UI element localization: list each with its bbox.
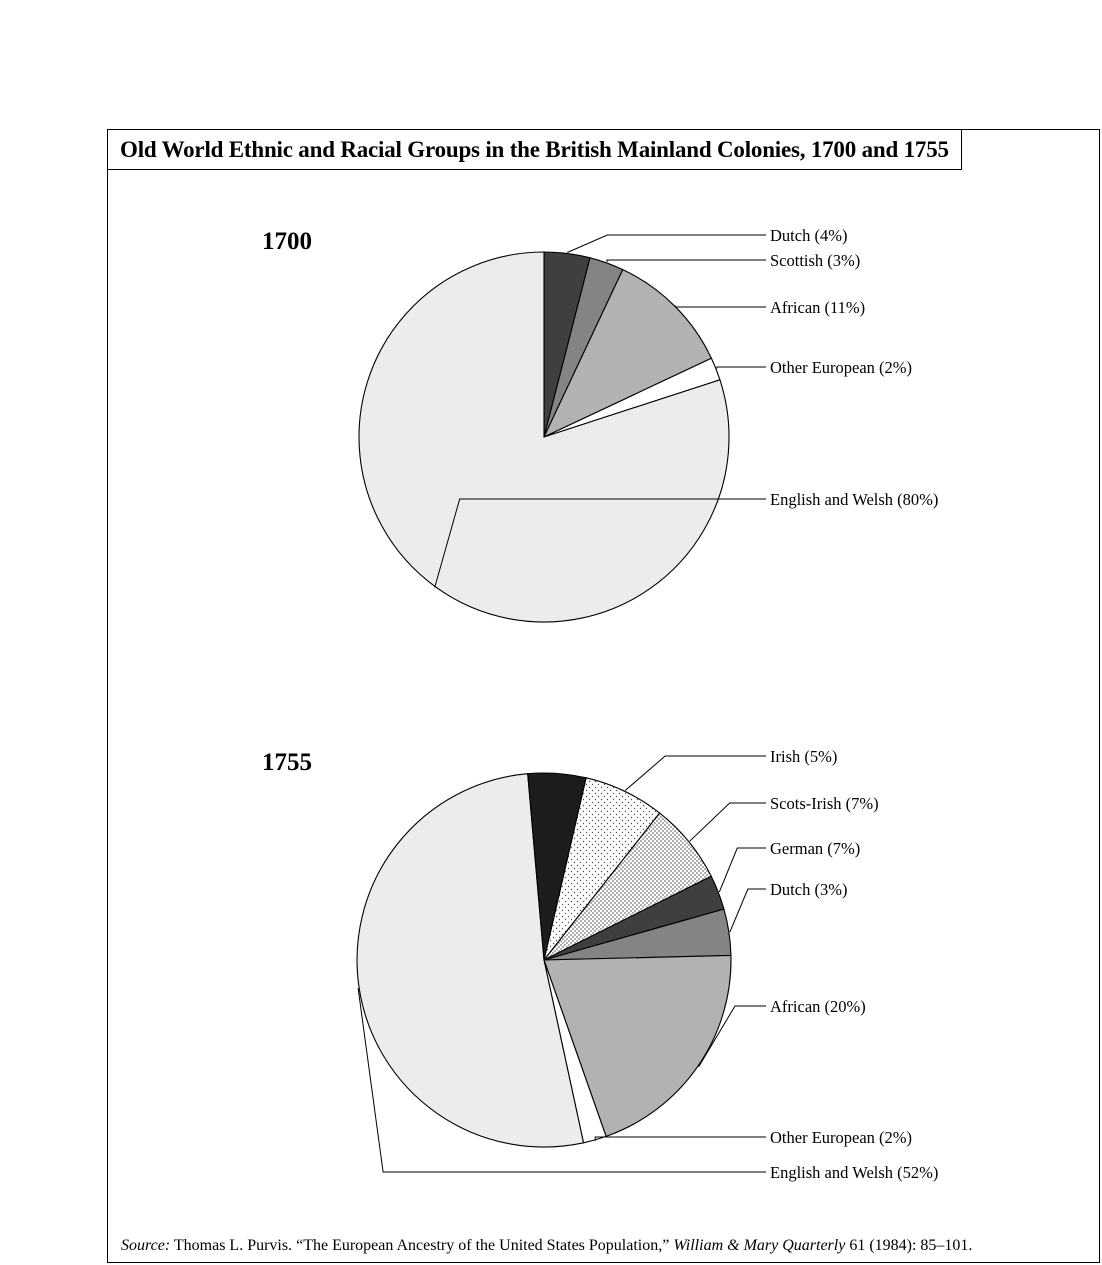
label-1755-other-european: Other European (2%): [770, 1128, 913, 1147]
leader-line-1700-scottish: [607, 260, 766, 262]
source-text-1: Thomas L. Purvis. “The European Ancestry of the United States Population,”: [170, 1237, 674, 1254]
chart-1755-title: 1755: [262, 749, 312, 776]
leader-line-1755-scots-irish: [690, 803, 766, 841]
label-1755-german: German (7%): [770, 839, 861, 858]
label-1700-dutch: Dutch (4%): [770, 226, 848, 245]
pie-1755: [357, 747, 938, 1182]
chart-1700-title: 1700: [262, 228, 312, 255]
leader-line-1700-african: [676, 306, 767, 308]
source-journal: William & Mary Quarterly: [673, 1237, 846, 1254]
leader-line-1700-dutch: [567, 235, 766, 253]
leader-line-1755-german: [719, 848, 766, 892]
source-label: Source:: [121, 1237, 171, 1254]
leader-line-1755-irish: [625, 756, 766, 791]
label-1755-scots-irish: Scots-Irish (7%): [770, 794, 879, 813]
source-text-2: 61 (1984): 85–101.: [845, 1237, 973, 1254]
label-1700-english-and-welsh: English and Welsh (80%): [770, 490, 939, 509]
label-1755-irish: Irish (5%): [770, 747, 838, 766]
leader-line-1755-dutch: [730, 889, 766, 932]
leader-line-1755-other-european: [595, 1137, 766, 1141]
label-1755-dutch: Dutch (3%): [770, 880, 848, 899]
page-title: Old World Ethnic and Racial Groups in the British Mainland Colonies, 1700 and 1755: [120, 137, 949, 162]
label-1755-african: African (20%): [770, 997, 866, 1016]
label-1700-african: African (11%): [770, 298, 866, 317]
label-1700-other-european: Other European (2%): [770, 358, 913, 377]
source-note: [121, 1237, 972, 1255]
label-1755-english-and-welsh: English and Welsh (52%): [770, 1163, 939, 1182]
pie-1700: [359, 226, 938, 622]
label-1700-scottish: Scottish (3%): [770, 251, 861, 270]
leader-line-1700-other-european: [717, 367, 766, 369]
